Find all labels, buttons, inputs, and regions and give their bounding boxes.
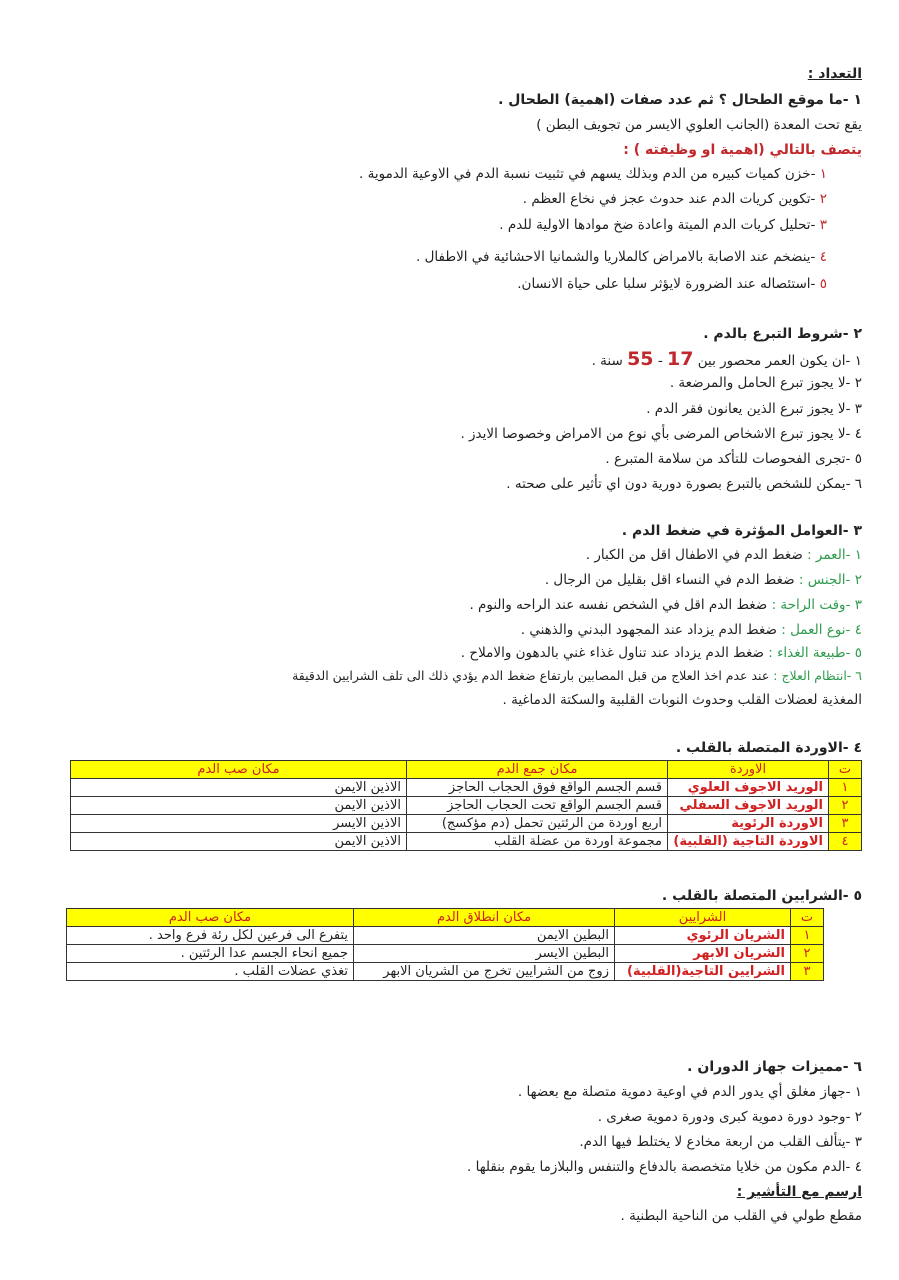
col-header: مكان جمع الدم	[407, 761, 668, 779]
col-header: ت	[829, 761, 862, 779]
page-title: التعداد :	[807, 66, 862, 82]
s6-item: ١ -جهاز مغلق أي يدور الدم في اوعية دموية متصلة مع بعضها .	[517, 1084, 862, 1100]
s6-item: ٤ -الدم مكون من خلايا متخصصة بالدفاع والتنفس والبلازما يقوم بنقلها .	[467, 1159, 862, 1175]
table-row: ١ الوريد الاجوف العلوي قسم الجسم الواقع فوق الحجاب الحاجز الاذين الايمن	[71, 779, 862, 797]
s1-item: ١ -خزن كميات كبيره من الدم وبذلك يسهم في تثبيت نسبة الدم في الاوعية الدموية .	[359, 166, 827, 182]
s1-question: ١ -ما موقع الطحال ؟ ثم عدد صفات (اهمية) الطحال .	[498, 92, 862, 108]
s6-item: ٣ -يتألف القلب من اربعة مخادع لا يختلط فيها الدم.	[579, 1134, 862, 1150]
table-header-row	[71, 761, 862, 779]
s1-subtitle: يتصف بالتالي (اهمية او وظيفته ) :	[623, 142, 862, 158]
s2-item: ٢ -لا يجوز تبرع الحامل والمرضعة .	[669, 375, 862, 391]
col-header: مكان صب الدم	[71, 761, 407, 779]
s3-item: ٤ -نوع العمل : ضغط الدم يزداد عند المجهود البدني والذهني .	[520, 622, 862, 638]
s5-title: ٥ -الشرايين المتصلة بالقلب .	[661, 888, 862, 904]
draw-instruction-text: مقطع طولي في القلب من الناحية البطنية .	[620, 1208, 862, 1224]
s2-age-item: ١ -ان يكون العمر محصور بين 17 - 55 سنة .	[591, 348, 862, 370]
s6-title: ٦ -مميزات جهاز الدوران .	[687, 1059, 862, 1075]
s6-item: ٢ -وجود دورة دموية كبرى ودورة دموية صغرى .	[597, 1109, 862, 1125]
s1-item: ٣ -تحليل كريات الدم الميتة واعادة ضخ موادها الاولية للدم .	[499, 217, 827, 233]
col-header: الشرايين	[615, 909, 791, 927]
s3-item: ٢ -الجنس : ضغط الدم في النساء اقل بقليل من الرجال .	[544, 572, 862, 588]
s2-item: ٦ -يمكن للشخص بالتبرع بصورة دورية دون اي تأثير على صحته .	[506, 476, 862, 492]
col-header: الاوردة	[668, 761, 829, 779]
table-row: ٤ الاوردة التاجية (القلبية) مجموعة اوردة من عضلة القلب الاذين الايمن	[71, 833, 862, 851]
veins-table	[70, 760, 862, 851]
s1-item: ٤ -ينضخم عند الاصابة بالامراض كالملاريا والشمانيا الاحشائية في الاطفال .	[415, 249, 827, 265]
s2-item: ٤ -لا يجوز تبرع الاشخاص المرضى بأي نوع من الامراض وخصوصا الايدز .	[460, 426, 862, 442]
table-row: ١ الشريان الرئوي البطين الايمن يتفرع الى فرعين لكل رئة فرع واحد .	[67, 927, 824, 945]
s1-item: ٢ -تكوين كريات الدم عند حدوث عجز في نخاع العظم .	[522, 191, 827, 207]
s1-item: ٥ -استئصاله عند الضرورة لايؤثر سلبا على حياة الانسان.	[517, 276, 827, 292]
s1-answer: يقع تحت المعدة (الجانب العلوي الايسر من تجويف البطن )	[536, 117, 862, 133]
s3-item-continuation: المغذية لعضلات القلب وحدوث النوبات القلبية والسكتة الدماغية .	[502, 692, 862, 708]
arteries-table	[66, 908, 824, 981]
s4-title: ٤ -الاوردة المتصلة بالقلب .	[675, 740, 862, 756]
s3-item: ١ -العمر : ضغط الدم في الاطفال اقل من الكبار .	[585, 547, 862, 563]
col-header: مكان صب الدم	[67, 909, 354, 927]
table-row: ٢ الشريان الابهر البطين الايسر جميع انحاء الجسم عدا الرئتين .	[67, 945, 824, 963]
s3-item: ٥ -طبيعة الغذاء : ضغط الدم يزداد عند تناول غذاء غني بالدهون والاملاح .	[460, 645, 862, 661]
s3-title: ٣ -العوامل المؤثرة في ضغط الدم .	[621, 523, 862, 539]
s2-item: ٥ -تجرى الفحوصات للتأكد من سلامة المتبرع .	[605, 451, 862, 467]
table-row: ٣ الاوردة الرئوية اربع اوردة من الرئتين تحمل (دم مؤكسج) الاذين الايسر	[71, 815, 862, 833]
draw-instruction-title: ارسم مع التأشير :	[736, 1184, 862, 1200]
s3-item: ٣ -وقت الراحة : ضغط الدم اقل في الشخص نفسه عند الراحه والنوم .	[469, 597, 862, 613]
s3-item: ٦ -انتظام العلاج : عند عدم اخذ العلاج من قبل المصابين بارتفاع ضغط الدم يؤدي ذلك الى تلف الشرايين الدقيقة	[292, 668, 862, 683]
col-header: مكان انطلاق الدم	[354, 909, 615, 927]
col-header: ت	[791, 909, 824, 927]
s2-item: ٣ -لا يجوز تبرع الذين يعانون فقر الدم .	[646, 401, 862, 417]
table-row: ٢ الوريد الاجوف السفلي قسم الجسم الواقع تحت الحجاب الحاجز الاذين الايمن	[71, 797, 862, 815]
table-row: ٣ الشرايين التاجية(القلبية) زوج من الشرايين تخرج من الشريان الابهر تغذي عضلات القلب .	[67, 963, 824, 981]
table-header-row	[67, 909, 824, 927]
s2-title: ٢ -شروط التبرع بالدم .	[703, 326, 862, 342]
